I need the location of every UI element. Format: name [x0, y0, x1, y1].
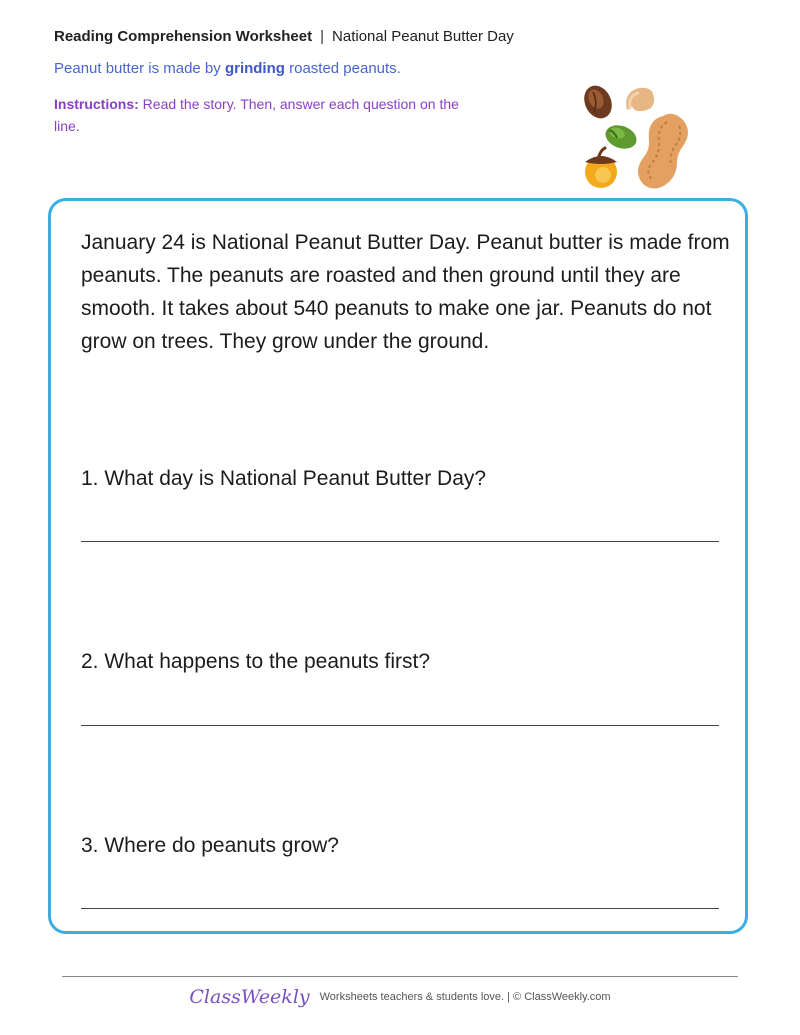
edamame-icon — [602, 121, 640, 153]
instructions — [54, 93, 484, 137]
header-separator: | — [320, 28, 325, 45]
subtitle-before: Peanut butter is made by — [54, 60, 225, 77]
subtitle-after: roasted peanuts. — [284, 60, 401, 77]
footer — [0, 986, 800, 1008]
answer-line-1[interactable] — [81, 541, 719, 542]
question-2: 2. What happens to the peanuts first? — [81, 650, 431, 673]
answer-line-3[interactable] — [81, 908, 719, 909]
subtitle-bold: grinding — [224, 60, 285, 77]
subtitle — [54, 60, 401, 77]
footer-divider — [62, 976, 738, 977]
worksheet-header — [54, 28, 514, 45]
question-1: 1. What day is National Peanut Butter Day? — [81, 467, 487, 490]
instructions-label: Instructions: — [54, 96, 139, 112]
question-3: 3. Where do peanuts grow? — [81, 834, 339, 857]
worksheet-title: Reading Comprehension Worksheet — [54, 28, 313, 45]
answer-line-2[interactable] — [81, 725, 719, 726]
brand-logo: ClassWeekly — [189, 986, 310, 1008]
instructions-text: Read the story. Then, answer each question on the line. — [54, 96, 459, 134]
worksheet-topic: National Peanut Butter Day — [332, 28, 514, 45]
nuts-illustration — [575, 80, 695, 195]
almond-icon — [579, 81, 617, 123]
peanut-icon — [638, 114, 688, 189]
story-text: January 24 is National Peanut Butter Day. Peanut butter is made from peanuts. The peanuts are roasted and then ground until they are smooth. It takes about 540 peanuts to make one jar. Peanuts do not grow on trees. They grow under the ground. — [81, 231, 730, 353]
hazelnut-icon — [585, 148, 617, 188]
footer-tagline: Worksheets teachers & students love. | © ClassWeekly.com — [319, 991, 611, 1003]
cashew-icon — [626, 88, 654, 111]
